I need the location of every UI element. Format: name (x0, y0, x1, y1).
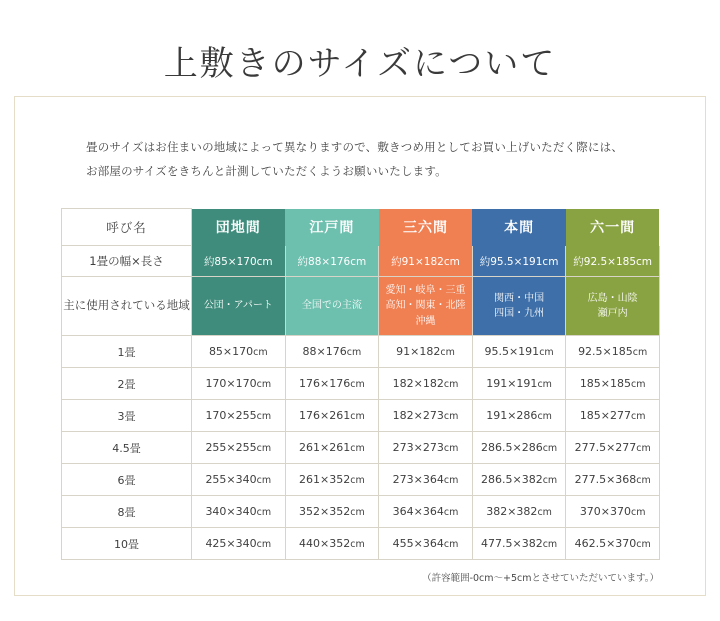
region-line: 愛知・岐阜・三重 (385, 284, 466, 296)
cell-value: 182×182cm (379, 368, 473, 400)
cell-value: 91×182cm (379, 336, 473, 368)
row-label: 4.5畳 (62, 432, 192, 464)
cell-value: 462.5×370cm (566, 528, 660, 560)
column-size-4: 約92.5×185cm (566, 246, 660, 277)
cell-value: 273×364cm (379, 464, 473, 496)
table-header-row (62, 209, 660, 246)
cell-value: 182×273cm (379, 400, 473, 432)
row-label: 2畳 (62, 368, 192, 400)
table-region-row (62, 277, 660, 336)
cell-value: 255×340cm (192, 464, 286, 496)
table-row (62, 464, 660, 496)
cell-value: 261×261cm (285, 432, 379, 464)
column-size-0: 約85×170cm (192, 246, 286, 277)
column-header-4: 六一間 (566, 209, 660, 246)
cell-value: 185×185cm (566, 368, 660, 400)
cell-value: 277.5×277cm (566, 432, 660, 464)
cell-value: 170×255cm (192, 400, 286, 432)
row-label: 1畳 (62, 336, 192, 368)
cell-value: 352×352cm (285, 496, 379, 528)
region-line: 広島・山陰 (587, 292, 638, 304)
row-label: 8畳 (62, 496, 192, 528)
region-line: 高知・関東・北陸 (385, 300, 466, 312)
table-row (62, 528, 660, 560)
lead-line-1: 畳のサイズはお住まいの地域によって異なりますので、敷きつめ用としてお買い上げいただく際には、 (86, 140, 624, 154)
column-region-1 (285, 277, 379, 336)
cell-value: 92.5×185cm (566, 336, 660, 368)
column-header-1: 江戸間 (285, 209, 379, 246)
region-line: 四国・九州 (494, 308, 545, 319)
tolerance-note: （許容範囲-0cm～+5cmとさせていただいています。） (422, 573, 659, 584)
column-header-2: 三六間 (379, 209, 473, 246)
cell-value: 455×364cm (379, 528, 473, 560)
table-data-body (62, 336, 660, 560)
cell-value: 88×176cm (285, 336, 379, 368)
table-row (62, 336, 660, 368)
region-line: 公団・アパート (203, 300, 273, 312)
column-size-2: 約91×182cm (379, 246, 473, 277)
cell-value: 340×340cm (192, 496, 286, 528)
lead-text (86, 135, 646, 183)
cell-value: 170×170cm (192, 368, 286, 400)
table-row (62, 432, 660, 464)
region-line: 沖縄 (415, 315, 436, 327)
cell-value: 440×352cm (285, 528, 379, 560)
column-header-3: 本間 (472, 209, 566, 246)
column-region-2 (379, 277, 473, 336)
row-label: 6畳 (62, 464, 192, 496)
cell-value: 191×191cm (472, 368, 566, 400)
column-region-0 (192, 277, 286, 336)
region-line: 関西・中国 (494, 292, 545, 304)
cell-value: 382×382cm (472, 496, 566, 528)
row-label: 3畳 (62, 400, 192, 432)
cell-value: 477.5×382cm (472, 528, 566, 560)
column-region-4 (566, 277, 660, 336)
cell-value: 364×364cm (379, 496, 473, 528)
cell-value: 273×273cm (379, 432, 473, 464)
cell-value: 185×277cm (566, 400, 660, 432)
row-header-region: 主に使用されている地域 (62, 277, 192, 336)
table-row (62, 496, 660, 528)
column-header-0: 団地間 (192, 209, 286, 246)
table-size-row (62, 246, 660, 277)
row-label: 10畳 (62, 528, 192, 560)
cell-value: 370×370cm (566, 496, 660, 528)
table-row (62, 368, 660, 400)
column-size-1: 約88×176cm (285, 246, 379, 277)
cell-value: 261×352cm (285, 464, 379, 496)
row-header-size: 1畳の幅×長さ (62, 246, 192, 277)
row-header-name: 呼び名 (62, 209, 192, 246)
cell-value: 286.5×286cm (472, 432, 566, 464)
cell-value: 191×286cm (472, 400, 566, 432)
page-title: 上敷きのサイズについて (163, 44, 557, 84)
cell-value: 255×255cm (192, 432, 286, 464)
cell-value: 425×340cm (192, 528, 286, 560)
region-line: 瀬戸内 (597, 308, 628, 319)
cell-value: 95.5×191cm (472, 336, 566, 368)
cell-value: 85×170cm (192, 336, 286, 368)
cell-value: 286.5×382cm (472, 464, 566, 496)
lead-line-2: お部屋のサイズをきちんと計測していただくようお願いいたします。 (86, 164, 447, 179)
tatami-size-table (61, 208, 660, 560)
cell-value: 277.5×368cm (566, 464, 660, 496)
region-line: 全国での主流 (301, 300, 362, 312)
column-region-3 (472, 277, 566, 336)
cell-value: 176×261cm (285, 400, 379, 432)
column-size-3: 約95.5×191cm (472, 246, 566, 277)
cell-value: 176×176cm (285, 368, 379, 400)
table-row (62, 400, 660, 432)
